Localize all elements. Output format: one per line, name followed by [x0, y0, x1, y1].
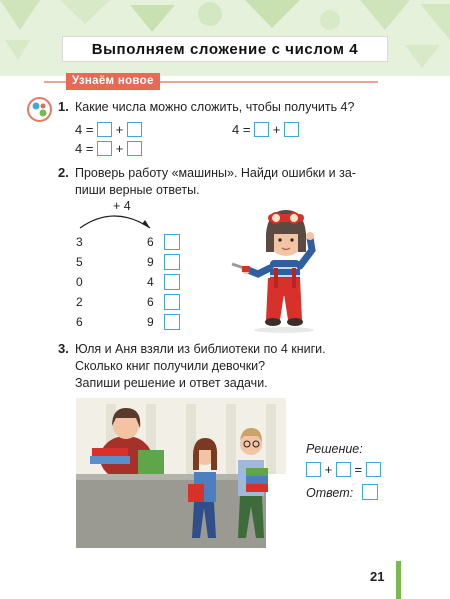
task-3-text-line3: Запиши решение и ответ задачи. — [75, 376, 268, 390]
input-value: 5 — [76, 255, 83, 269]
solution-box[interactable] — [306, 462, 321, 477]
solution-box[interactable] — [336, 462, 351, 477]
task-1-equation: 4 = + — [232, 120, 299, 138]
task-1-text: Какие числа можно сложить, чтобы получить 4? — [75, 100, 355, 114]
answer-label: Ответ: — [306, 486, 354, 500]
answer-box[interactable] — [97, 141, 112, 156]
solution-equation: + = — [306, 460, 381, 478]
section-label: Узнаём новое — [66, 73, 160, 90]
task-3-text-line2: Сколько книг получили девочки? — [75, 359, 266, 373]
boy-pilot-illustration — [228, 198, 338, 334]
correction-box[interactable] — [164, 274, 180, 290]
answer-box[interactable] — [362, 484, 378, 500]
answer-box[interactable] — [127, 122, 142, 137]
input-value: 2 — [76, 295, 83, 309]
solution-box[interactable] — [366, 462, 381, 477]
task-1-equation: 4 = + — [75, 120, 142, 138]
page-marker — [396, 561, 401, 599]
task-3-text-line1: Юля и Аня взяли из библиотеки по 4 книги. — [75, 342, 326, 356]
answer-box[interactable] — [127, 141, 142, 156]
output-value: 9 — [147, 315, 154, 329]
header-band — [0, 0, 450, 76]
input-value: 6 — [76, 315, 83, 329]
task-3-number: 3. — [58, 341, 69, 356]
machine-inputs — [76, 232, 83, 332]
output-value: 6 — [147, 235, 154, 249]
input-value: 3 — [76, 235, 83, 249]
task-2-number: 2. — [58, 165, 69, 180]
correction-box[interactable] — [164, 314, 180, 330]
output-value: 6 — [147, 295, 154, 309]
task-1-number: 1. — [58, 99, 69, 114]
new-knowledge-icon — [27, 97, 52, 122]
page-number: 21 — [370, 569, 385, 584]
solution-label: Решение: — [306, 442, 363, 456]
answer-box[interactable] — [284, 122, 299, 137]
correction-box[interactable] — [164, 254, 180, 270]
output-value: 4 — [147, 275, 154, 289]
correction-box[interactable] — [164, 294, 180, 310]
machine-outputs — [147, 232, 154, 332]
page-title: Выполняем сложение с числом 4 — [62, 36, 388, 62]
library-illustration — [76, 398, 286, 548]
output-value: 9 — [147, 255, 154, 269]
answer-box[interactable] — [97, 122, 112, 137]
task-1-equation: 4 = + — [75, 139, 142, 157]
machine-operation: + 4 — [113, 199, 131, 213]
answer-box[interactable] — [254, 122, 269, 137]
input-value: 0 — [76, 275, 83, 289]
task-2-text-line1: Проверь работу «машины». Найди ошибки и за- — [75, 166, 356, 180]
correction-box[interactable] — [164, 234, 180, 250]
task-2-text-line2: пиши верные ответы. — [75, 183, 200, 197]
